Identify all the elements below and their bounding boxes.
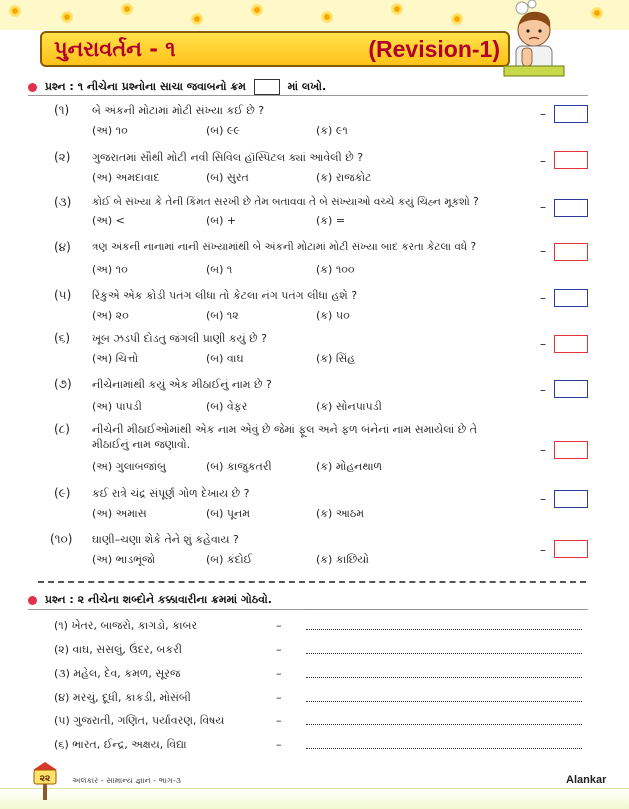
page-title-gujarati: પુનરાવર્તન - ૧ bbox=[54, 37, 176, 61]
answer-dash: – bbox=[540, 291, 546, 305]
option-a: (અ) ગુલાબજાંબુ bbox=[92, 460, 166, 473]
answer-input-box[interactable] bbox=[554, 441, 588, 459]
section-dashed-divider bbox=[38, 581, 586, 583]
question-number: (૯) bbox=[54, 486, 71, 500]
question-9 bbox=[54, 486, 594, 522]
answer-dash: – bbox=[540, 244, 546, 258]
answer-dash: – bbox=[276, 714, 282, 727]
answer-dash: – bbox=[540, 337, 546, 351]
question-6 bbox=[54, 331, 594, 367]
question-10 bbox=[50, 532, 594, 568]
question-text: ઘાણી–ચણા શેકે તેને શું કહેવાય ? bbox=[92, 533, 239, 546]
flower-icon bbox=[60, 10, 74, 24]
option-b: (બ) ૧ bbox=[206, 263, 233, 276]
answer-dash: – bbox=[276, 738, 282, 751]
option-a: (અ) અમાસ bbox=[92, 507, 147, 520]
option-c: (ક) સિંહ bbox=[316, 352, 356, 365]
question-text: ત્રણ અંકની નાનામાં નાની સંખ્યામાંથી બે અંકની મોટામાં મોટી સંખ્યા બાદ કરતા કેટલા વધે ? bbox=[92, 241, 477, 253]
answer-line[interactable] bbox=[306, 653, 582, 654]
answer-line[interactable] bbox=[306, 701, 582, 702]
question-number: (૭) bbox=[54, 377, 72, 391]
question-number: (૫) bbox=[54, 288, 72, 302]
page-number: ૨૨ bbox=[39, 774, 51, 784]
answer-line[interactable] bbox=[306, 677, 582, 678]
bullet-icon bbox=[28, 83, 37, 92]
option-a: (અ) ભાડભૂંજો bbox=[92, 553, 156, 566]
answer-input-box[interactable] bbox=[554, 199, 588, 217]
answer-dash: – bbox=[540, 200, 546, 214]
word-list: (૨) વાઘ, સસલું, ઉંદર, બકરી bbox=[54, 643, 182, 656]
thinking-boy-illustration bbox=[500, 0, 568, 78]
word-row-3 bbox=[54, 667, 594, 687]
answer-line[interactable] bbox=[306, 748, 582, 749]
answer-dash: – bbox=[276, 691, 282, 704]
question-text: રિંકુએ એક કોડી પતંગ લીધા તો કેટલા નંગ પતંગ લીધા હશે ? bbox=[92, 289, 358, 302]
option-b: (બ) ૧૨ bbox=[206, 309, 239, 322]
question-3 bbox=[54, 195, 594, 231]
question-text: નીચેનામાંથી કયું એક મીઠાઈનું નામ છે ? bbox=[92, 378, 272, 391]
option-a: (અ) < bbox=[92, 214, 125, 227]
question-number: (૧૦) bbox=[50, 532, 73, 546]
question-text: કઈ રાત્રે ચંદ્ર સંપૂર્ણ ગોળ દેખાય છે ? bbox=[92, 487, 250, 500]
question-5 bbox=[54, 288, 594, 324]
answer-line[interactable] bbox=[306, 724, 582, 725]
question-text: બે અંકની મોટામાં મોટી સંખ્યા કઈ છે ? bbox=[92, 104, 265, 117]
answer-input-box[interactable] bbox=[554, 243, 588, 261]
answer-dash: – bbox=[540, 383, 546, 397]
answer-input-box[interactable] bbox=[554, 289, 588, 307]
answer-dash: – bbox=[540, 492, 546, 506]
question-number: (૨) bbox=[54, 150, 71, 164]
answer-dash: – bbox=[276, 667, 282, 680]
question-text: કોઈ બે સંખ્યા કે તેની કિંમત સરખી છે તેમ બતાવવા તે બે સંખ્યાઓ વચ્ચે કયું ચિહ્ન મૂકશો ? bbox=[92, 196, 479, 208]
word-row-6 bbox=[54, 738, 594, 758]
question-number: (૬) bbox=[54, 331, 71, 345]
option-b: (બ) ૯૯ bbox=[206, 124, 240, 137]
question-number: (૮) bbox=[54, 422, 70, 436]
answer-dash: – bbox=[540, 154, 546, 168]
option-a: (અ) ૧૦ bbox=[92, 124, 128, 137]
word-list: (૩) મહેલ, દેવ, કમળ, સૂરજ bbox=[54, 667, 181, 680]
option-c: (ક) = bbox=[316, 214, 346, 227]
question-number: (૪) bbox=[54, 240, 71, 254]
answer-dash: – bbox=[276, 619, 282, 632]
option-c: (ક) આઠમ bbox=[316, 507, 365, 520]
question-text: નીચેની મીઠાઈઓમાંથી એક નામ એવું છે જેમાં ફૂલ અને ફળ બંનેનાં નામ સમાયેલાં છે તે મીઠાઈનું નામ જણાવો. bbox=[92, 423, 477, 451]
flower-icon bbox=[8, 4, 22, 18]
section-2-instruction: નીચેના શબ્દોને કક્કાવારીના ક્રમમાં ગોઠવો. bbox=[87, 593, 272, 606]
section-1-instruction-start: નીચેના પ્રશ્નોના સાચા જવાબનો ક્રમ bbox=[86, 80, 246, 93]
question-text: ગુજરાતમાં સૌથી મોટી નવી સિવિલ હૉસ્પિટલ ક્યાં આવેલી છે ? bbox=[92, 151, 364, 164]
section-2-label: પ્રશ્ન : ૨ bbox=[44, 593, 85, 606]
option-a: (અ) અમદાવાદ bbox=[92, 171, 160, 184]
section-1-header bbox=[28, 79, 326, 95]
option-a: (અ) પાપડી bbox=[92, 400, 142, 413]
answer-dash: – bbox=[540, 443, 546, 457]
footer-book-title: અલંકાર - સામાન્ય જ્ઞાન - ભાગ-૩ bbox=[72, 776, 181, 785]
question-7 bbox=[54, 377, 594, 413]
option-c: (ક) ૯૧ bbox=[316, 124, 348, 137]
bullet-icon bbox=[28, 596, 37, 605]
word-list: (૬) ભારત, ઈન્દ્ર, અક્ષય, વિદ્યા bbox=[54, 738, 187, 751]
flower-icon bbox=[450, 12, 464, 26]
option-c: (ક) કાછિયો bbox=[316, 553, 370, 566]
question-4 bbox=[54, 240, 594, 276]
answer-line[interactable] bbox=[306, 629, 582, 630]
word-row-1 bbox=[54, 619, 594, 639]
flower-icon bbox=[590, 6, 604, 20]
page-number-badge bbox=[30, 760, 60, 800]
section-1-instruction-end: માં લખો. bbox=[287, 80, 327, 93]
option-a: (અ) ચિત્તો bbox=[92, 352, 139, 365]
option-b: (બ) કંદોઈ bbox=[206, 553, 253, 566]
word-list: (૧) ખેતર, બાજરો, કાગડો, કાબર bbox=[54, 619, 198, 632]
question-text: ખૂબ ઝડપી દોડતુ જંગલી પ્રાણી કયું છે ? bbox=[92, 332, 267, 345]
option-b: (બ) સુરત bbox=[206, 171, 249, 184]
flower-icon bbox=[120, 2, 134, 16]
word-list: (૫) ગુજરાતી, ગણિત, પર્યાવરણ, વિષય bbox=[54, 714, 225, 727]
option-a: (અ) ૨૦ bbox=[92, 309, 129, 322]
question-number: (૩) bbox=[54, 195, 72, 209]
option-b: (બ) વાઘ bbox=[206, 352, 244, 365]
answer-input-box[interactable] bbox=[554, 490, 588, 508]
flower-icon bbox=[390, 2, 404, 16]
answer-dash: – bbox=[276, 643, 282, 656]
question-1 bbox=[54, 103, 594, 139]
section-2-header bbox=[28, 593, 272, 607]
word-list: (૪) મરચું, દૂધી, કાકડી, મોસંબી bbox=[54, 691, 191, 704]
option-c: (ક) ૫૦ bbox=[316, 309, 350, 322]
option-b: (બ) + bbox=[206, 214, 237, 227]
answer-line bbox=[306, 609, 582, 610]
option-b: (બ) પૂનમ bbox=[206, 507, 251, 520]
flower-icon bbox=[320, 10, 334, 24]
flower-icon bbox=[190, 12, 204, 26]
answer-input-box[interactable] bbox=[554, 335, 588, 353]
option-a: (અ) ૧૦ bbox=[92, 263, 128, 276]
answer-input-box[interactable] bbox=[554, 151, 588, 169]
option-b: (બ) વેફર bbox=[206, 400, 248, 413]
answer-dash: – bbox=[540, 107, 546, 121]
answer-input-box[interactable] bbox=[554, 105, 588, 123]
question-2 bbox=[54, 150, 594, 186]
option-c: (ક) મોહનથાળ bbox=[316, 460, 383, 473]
option-c: (ક) ૧૦૦ bbox=[316, 263, 355, 276]
question-8 bbox=[54, 422, 594, 474]
answer-box-sample bbox=[254, 79, 280, 95]
footer-grass-strip bbox=[0, 788, 629, 809]
option-c: (ક) રાજકોટ bbox=[316, 171, 372, 184]
flower-icon bbox=[250, 3, 264, 17]
word-row-2 bbox=[54, 643, 594, 663]
option-c: (ક) સોનપાપડી bbox=[316, 400, 382, 413]
section-divider bbox=[28, 95, 588, 96]
answer-dash: – bbox=[540, 543, 546, 557]
page-title-english: (Revision-1) bbox=[368, 36, 500, 62]
option-b: (બ) કાજુકતરી bbox=[206, 460, 272, 473]
word-row-5 bbox=[54, 714, 594, 734]
answer-input-box[interactable] bbox=[554, 540, 588, 558]
page-title-bar bbox=[40, 31, 510, 67]
answer-input-box[interactable] bbox=[554, 380, 588, 398]
word-row-4 bbox=[54, 691, 594, 711]
section-1-label: પ્રશ્ન : ૧ bbox=[44, 80, 83, 93]
question-number: (૧) bbox=[54, 103, 70, 117]
publisher-logo: Alankar bbox=[566, 774, 607, 786]
